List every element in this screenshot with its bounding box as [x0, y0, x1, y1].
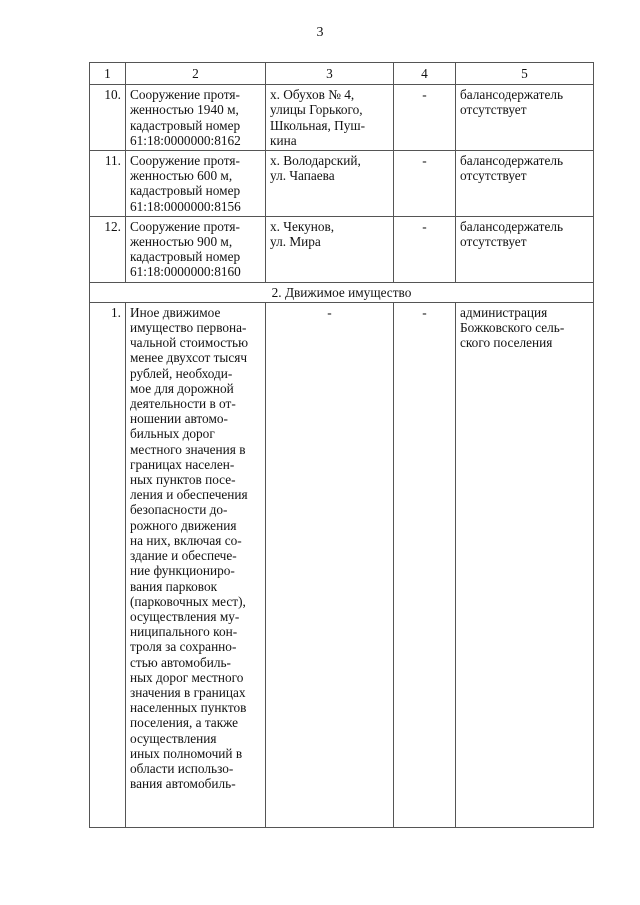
object-name: Сооружение протя- женностью 600 м, кадастровый номер 61:18:0000000:8156: [126, 151, 266, 217]
balance-holder: балансодержатель отсутствует: [456, 216, 594, 282]
page-number: 3: [316, 25, 324, 40]
balance-holder: балансодержатель отсутствует: [456, 85, 594, 151]
object-address: -: [266, 302, 394, 827]
table-row: [90, 302, 594, 827]
header-row: [90, 63, 594, 85]
property-register-table: [89, 62, 594, 828]
section-title: 2. Движимое имущество: [90, 282, 594, 302]
section-row: [90, 282, 594, 302]
header-col-2: 2: [126, 63, 266, 85]
object-name: Сооружение протя- женностью 900 м, кадастровый номер 61:18:0000000:8160: [126, 216, 266, 282]
object-name: Сооружение протя- женностью 1940 м, кадастровый номер 61:18:0000000:8162: [126, 85, 266, 151]
table-row: [90, 151, 594, 217]
table-row: [90, 85, 594, 151]
col4-value: -: [394, 85, 456, 151]
row-number: 1.: [90, 302, 126, 827]
object-address: х. Чекунов, ул. Мира: [266, 216, 394, 282]
col4-value: -: [394, 216, 456, 282]
header-col-5: 5: [456, 63, 594, 85]
balance-holder: балансодержатель отсутствует: [456, 151, 594, 217]
balance-holder: администрация Божковского сель- ского поселения: [456, 302, 594, 827]
header-col-4: 4: [394, 63, 456, 85]
col4-value: -: [394, 302, 456, 827]
object-address: х. Володарский, ул. Чапаева: [266, 151, 394, 217]
row-number: 11.: [90, 151, 126, 217]
header-col-3: 3: [266, 63, 394, 85]
header-col-1: 1: [90, 63, 126, 85]
object-name: Иное движимое имущество первона- чальной стоимостью менее двухсот тысяч рублей, необходи- мое для дорожной деятельности в от- ношении автомо- бильных дорог местного значения в границах населен- ных пунктов посе- ления и обеспечения безопасности до- рожного движения на них, включая со- здание и обеспече- ние функциониро- вания парковок (парковочных мест), осуществления му- ниципального кон- троля за сохранно- стью автомобиль- ных дорог местного значения в границах населенных пунктов поселения, а также осуществления иных полномочий в области использо- вания автомобиль-: [126, 302, 266, 827]
row-number: 12.: [90, 216, 126, 282]
col4-value: -: [394, 151, 456, 217]
row-number: 10.: [90, 85, 126, 151]
object-address: х. Обухов № 4, улицы Горького, Школьная, Пуш- кина: [266, 85, 394, 151]
table-row: [90, 216, 594, 282]
